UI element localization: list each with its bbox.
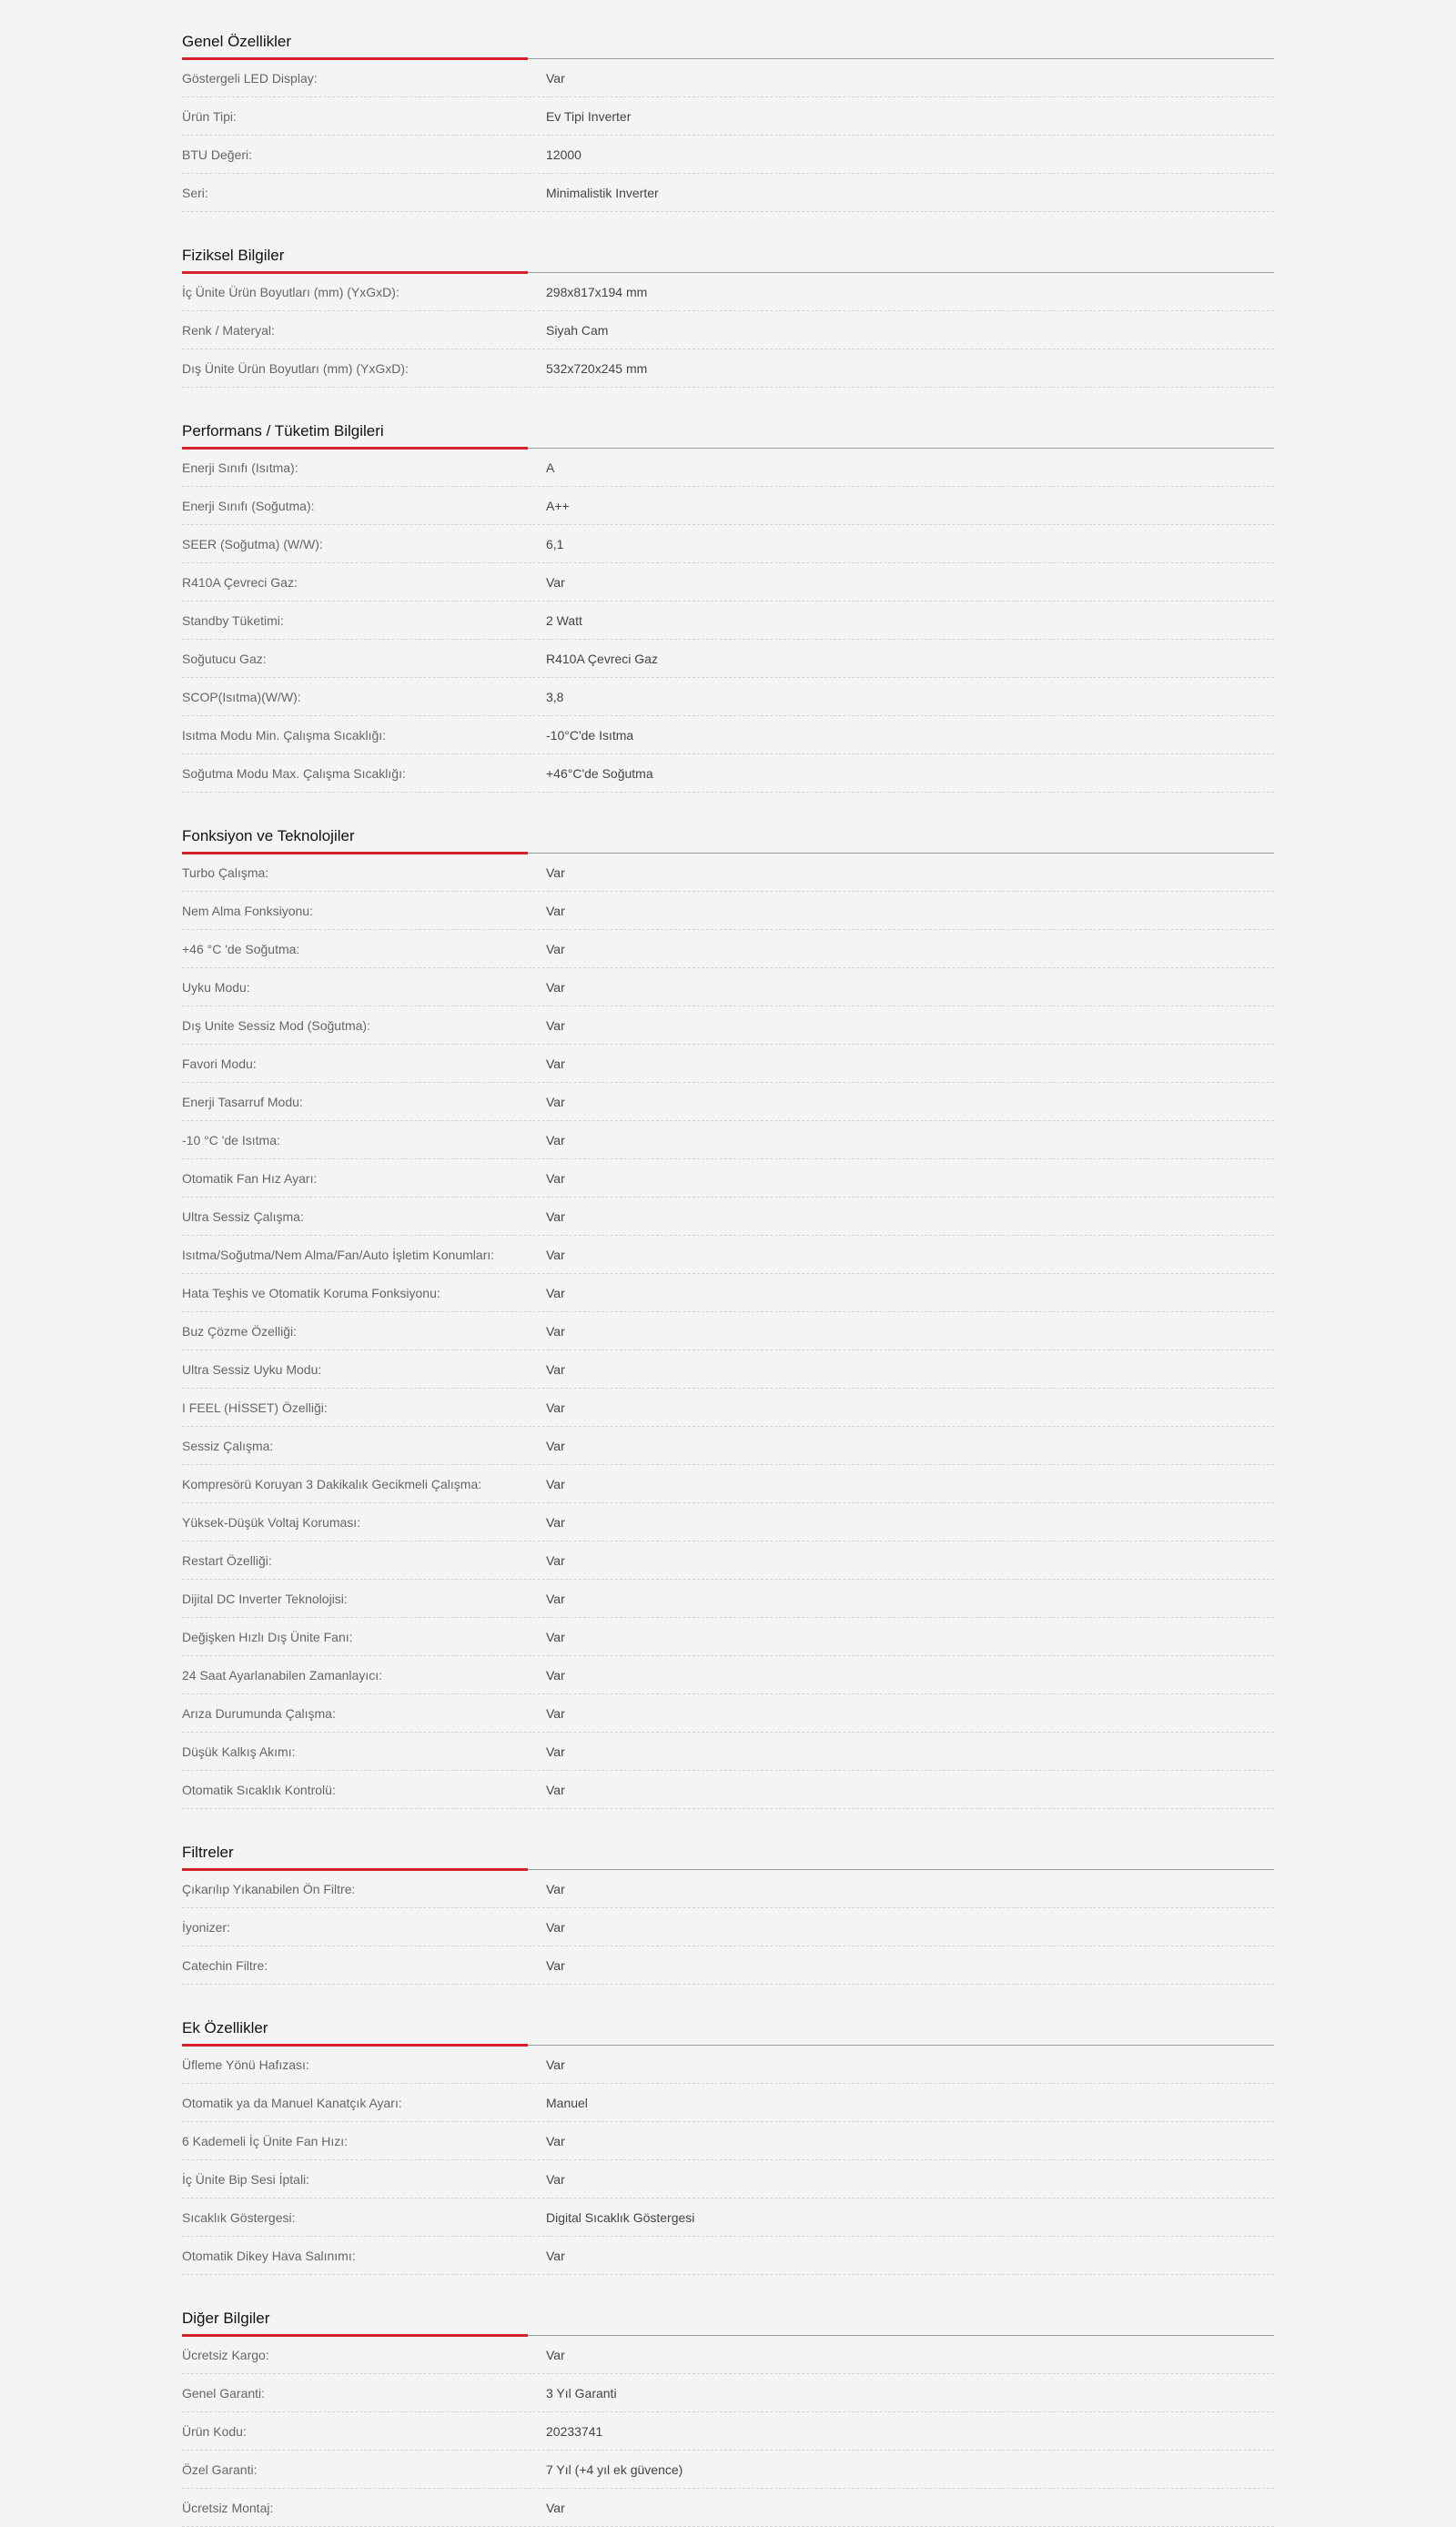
spec-value: Var [546,1957,565,1973]
spec-row [182,59,1274,97]
spec-label: İyonizer: [182,1919,230,1935]
spec-label: Ultra Sessiz Uyku Modu: [182,1361,322,1377]
spec-value: Var [546,1782,565,1797]
spec-value: 298x817x194 mm [546,284,648,299]
spec-row [182,2412,1274,2451]
section-title: Genel Özellikler [182,31,1274,59]
spec-value: Siyah Cam [546,322,609,338]
spec-label: Kompresörü Koruyan 3 Dakikalık Gecikmeli Çalışma: [182,1476,482,1491]
spec-row [182,892,1274,930]
spec-label: Seri: [182,185,208,200]
spec-value: 20233741 [546,2423,603,2439]
spec-row [182,1389,1274,1427]
spec-value: Var [546,2248,565,2263]
spec-value: 7 Yıl (+4 yıl ek güvence) [546,2461,683,2477]
spec-row [182,854,1274,892]
spec-row [182,2451,1274,2489]
spec-row [182,2237,1274,2275]
spec-label: Göstergeli LED Display: [182,70,318,86]
spec-label: 6 Kademeli İç Ünite Fan Hızı: [182,2133,349,2148]
spec-label: Favori Modu: [182,1056,257,1071]
spec-row [182,1870,1274,1908]
spec-value: Var [546,1881,565,1896]
spec-row [182,1656,1274,1694]
spec-row [182,2198,1274,2237]
spec-label: Restart Özelliği: [182,1552,272,1568]
spec-row [182,136,1274,174]
spec-row [182,563,1274,601]
spec-label: SCOP(Isıtma)(W/W): [182,689,301,704]
spec-label: Nem Alma Fonksiyonu: [182,903,313,918]
spec-label: SEER (Soğutma) (W/W): [182,536,323,551]
spec-row [182,968,1274,1006]
spec-label: Dış Unite Sessiz Mod (Soğutma): [182,1017,370,1033]
spec-row [182,640,1274,678]
spec-label: Buz Çözme Özelliği: [182,1323,298,1339]
spec-value: Var [546,1170,565,1186]
section-title: Performans / Tüketim Bilgileri [182,420,1274,449]
spec-row [182,2046,1274,2084]
spec-row [182,678,1274,716]
spec-value: 6,1 [546,536,564,551]
section-title: Fonksiyon ve Teknolojiler [182,825,1274,854]
spec-row [182,1465,1274,1503]
spec-row [182,1733,1274,1771]
spec-label: Üfleme Yönü Hafızası: [182,2057,309,2072]
spec-label: Değişken Hızlı Dış Ünite Fanı: [182,1629,353,1644]
spec-label: Isıtma Modu Min. Çalışma Sıcaklığı: [182,727,387,743]
spec-row [182,1312,1274,1350]
spec-label: R410A Çevreci Gaz: [182,574,298,590]
spec-section [182,31,1274,212]
spec-value: Digital Sıcaklık Göstergesi [546,2209,695,2225]
spec-label: Soğutucu Gaz: [182,651,267,666]
spec-value: 12000 [546,147,581,162]
spec-label: Enerji Sınıfı (Soğutma): [182,498,315,513]
spec-label: Ücretsiz Montaj: [182,2500,274,2515]
spec-label: Ürün Kodu: [182,2423,247,2439]
spec-row [182,449,1274,487]
spec-label: Standby Tüketimi: [182,612,284,628]
section-title: Diğer Bilgiler [182,2308,1274,2336]
spec-label: Isıtma/Soğutma/Nem Alma/Fan/Auto İşletim Konumları: [182,1247,495,1262]
spec-value: 532x720x245 mm [546,360,648,376]
spec-value: Var [546,1438,565,1453]
spec-value: Var [546,574,565,590]
spec-row [182,525,1274,563]
spec-row [182,716,1274,754]
spec-value: Var [546,1552,565,1568]
spec-row [182,1006,1274,1045]
spec-value: Var [546,1705,565,1721]
spec-value: Ev Tipi Inverter [546,108,632,124]
spec-label: Soğutma Modu Max. Çalışma Sıcaklığı: [182,765,406,781]
spec-row [182,2336,1274,2374]
spec-label: Çıkarılıp Yıkanabilen Ön Filtre: [182,1881,356,1896]
spec-row [182,2489,1274,2527]
spec-row [182,1236,1274,1274]
spec-value: 3 Yıl Garanti [546,2385,617,2401]
spec-value: Var [546,1361,565,1377]
spec-row [182,2122,1274,2160]
spec-row [182,1580,1274,1618]
spec-value: Var [546,2171,565,2187]
spec-label: Renk / Materyal: [182,322,275,338]
spec-value: Var [546,1132,565,1147]
spec-label: Otomatik Dikey Hava Salınımı: [182,2248,356,2263]
spec-value: Var [546,1285,565,1300]
spec-row [182,349,1274,388]
spec-row [182,1159,1274,1198]
spec-value: Var [546,1208,565,1224]
spec-row [182,174,1274,212]
spec-value: Minimalistik Inverter [546,185,659,200]
spec-row [182,1427,1274,1465]
spec-label: Sessiz Çalışma: [182,1438,274,1453]
spec-value: Var [546,864,565,880]
spec-value: Var [546,2500,565,2515]
spec-row [182,273,1274,311]
spec-label: Ultra Sessiz Çalışma: [182,1208,304,1224]
spec-value: Var [546,1591,565,1606]
spec-row [182,1541,1274,1580]
spec-row [182,1045,1274,1083]
spec-value: -10°C'de Isıtma [546,727,634,743]
spec-label: Genel Garanti: [182,2385,266,2401]
spec-label: Özel Garanti: [182,2461,258,2477]
spec-row [182,601,1274,640]
spec-value: Var [546,1323,565,1339]
spec-value: Var [546,1094,565,1109]
spec-value: Var [546,1744,565,1759]
spec-label: +46 °C 'de Soğutma: [182,941,300,956]
spec-label: Yüksek-Düşük Voltaj Koruması: [182,1514,361,1530]
spec-section [182,2017,1274,2275]
spec-label: Turbo Çalışma: [182,864,269,880]
spec-value: R410A Çevreci Gaz [546,651,658,666]
spec-section [182,2308,1274,2527]
spec-row [182,1121,1274,1159]
spec-value: Var [546,1056,565,1071]
spec-row [182,1946,1274,1985]
spec-label: BTU Değeri: [182,147,253,162]
spec-row [182,754,1274,793]
spec-row [182,2374,1274,2412]
spec-row [182,487,1274,525]
spec-value: Var [546,979,565,995]
spec-value: Var [546,2057,565,2072]
spec-row [182,1274,1274,1312]
spec-section [182,420,1274,793]
spec-label: -10 °C 'de Isıtma: [182,1132,280,1147]
spec-value: Var [546,2133,565,2148]
spec-value: Var [546,941,565,956]
spec-label: Otomatik Sıcaklık Kontrolü: [182,1782,336,1797]
spec-label: Dış Ünite Ürün Boyutları (mm) (YxGxD): [182,360,409,376]
spec-value: Var [546,70,565,86]
spec-value: Var [546,1476,565,1491]
product-specifications [182,0,1274,2527]
spec-value: 2 Watt [546,612,582,628]
spec-section [182,825,1274,1809]
spec-label: Arıza Durumunda Çalışma: [182,1705,336,1721]
spec-label: Dijital DC Inverter Teknolojisi: [182,1591,348,1606]
spec-row [182,1503,1274,1541]
spec-row [182,97,1274,136]
spec-row [182,311,1274,349]
spec-value: A++ [546,498,570,513]
spec-value: Var [546,1514,565,1530]
spec-value: Var [546,903,565,918]
spec-label: Enerji Tasarruf Modu: [182,1094,303,1109]
spec-label: Ücretsiz Kargo: [182,2347,269,2362]
spec-section [182,1842,1274,1985]
spec-label: Düşük Kalkış Akımı: [182,1744,296,1759]
spec-section [182,245,1274,388]
spec-label: İç Ünite Ürün Boyutları (mm) (YxGxD): [182,284,399,299]
spec-row [182,2160,1274,2198]
spec-row [182,1198,1274,1236]
spec-value: A [546,460,555,475]
spec-label: Uyku Modu: [182,979,250,995]
spec-row [182,1350,1274,1389]
spec-label: 24 Saat Ayarlanabilen Zamanlayıcı: [182,1667,382,1683]
spec-value: Var [546,2347,565,2362]
spec-label: Sıcaklık Göstergesi: [182,2209,296,2225]
spec-label: Enerji Sınıfı (Isıtma): [182,460,298,475]
spec-label: Ürün Tipi: [182,108,237,124]
spec-value: 3,8 [546,689,564,704]
spec-value: Var [546,1247,565,1262]
spec-label: Hata Teşhis ve Otomatik Koruma Fonksiyonu: [182,1285,440,1300]
spec-label: I FEEL (HİSSET) Özelliği: [182,1400,328,1415]
spec-value: +46°C'de Soğutma [546,765,653,781]
spec-value: Var [546,1629,565,1644]
spec-value: Manuel [546,2095,588,2110]
spec-row [182,1908,1274,1946]
spec-row [182,930,1274,968]
spec-label: Catechin Filtre: [182,1957,268,1973]
spec-label: Otomatik ya da Manuel Kanatçık Ayarı: [182,2095,402,2110]
spec-value: Var [546,1667,565,1683]
spec-label: Otomatik Fan Hız Ayarı: [182,1170,318,1186]
spec-row [182,1618,1274,1656]
spec-value: Var [546,1017,565,1033]
spec-value: Var [546,1919,565,1935]
spec-row [182,2084,1274,2122]
section-title: Ek Özellikler [182,2017,1274,2046]
spec-value: Var [546,1400,565,1415]
spec-label: İç Ünite Bip Sesi İptali: [182,2171,310,2187]
spec-row [182,1771,1274,1809]
section-title: Fiziksel Bilgiler [182,245,1274,273]
spec-row [182,1694,1274,1733]
spec-row [182,1083,1274,1121]
section-title: Filtreler [182,1842,1274,1870]
